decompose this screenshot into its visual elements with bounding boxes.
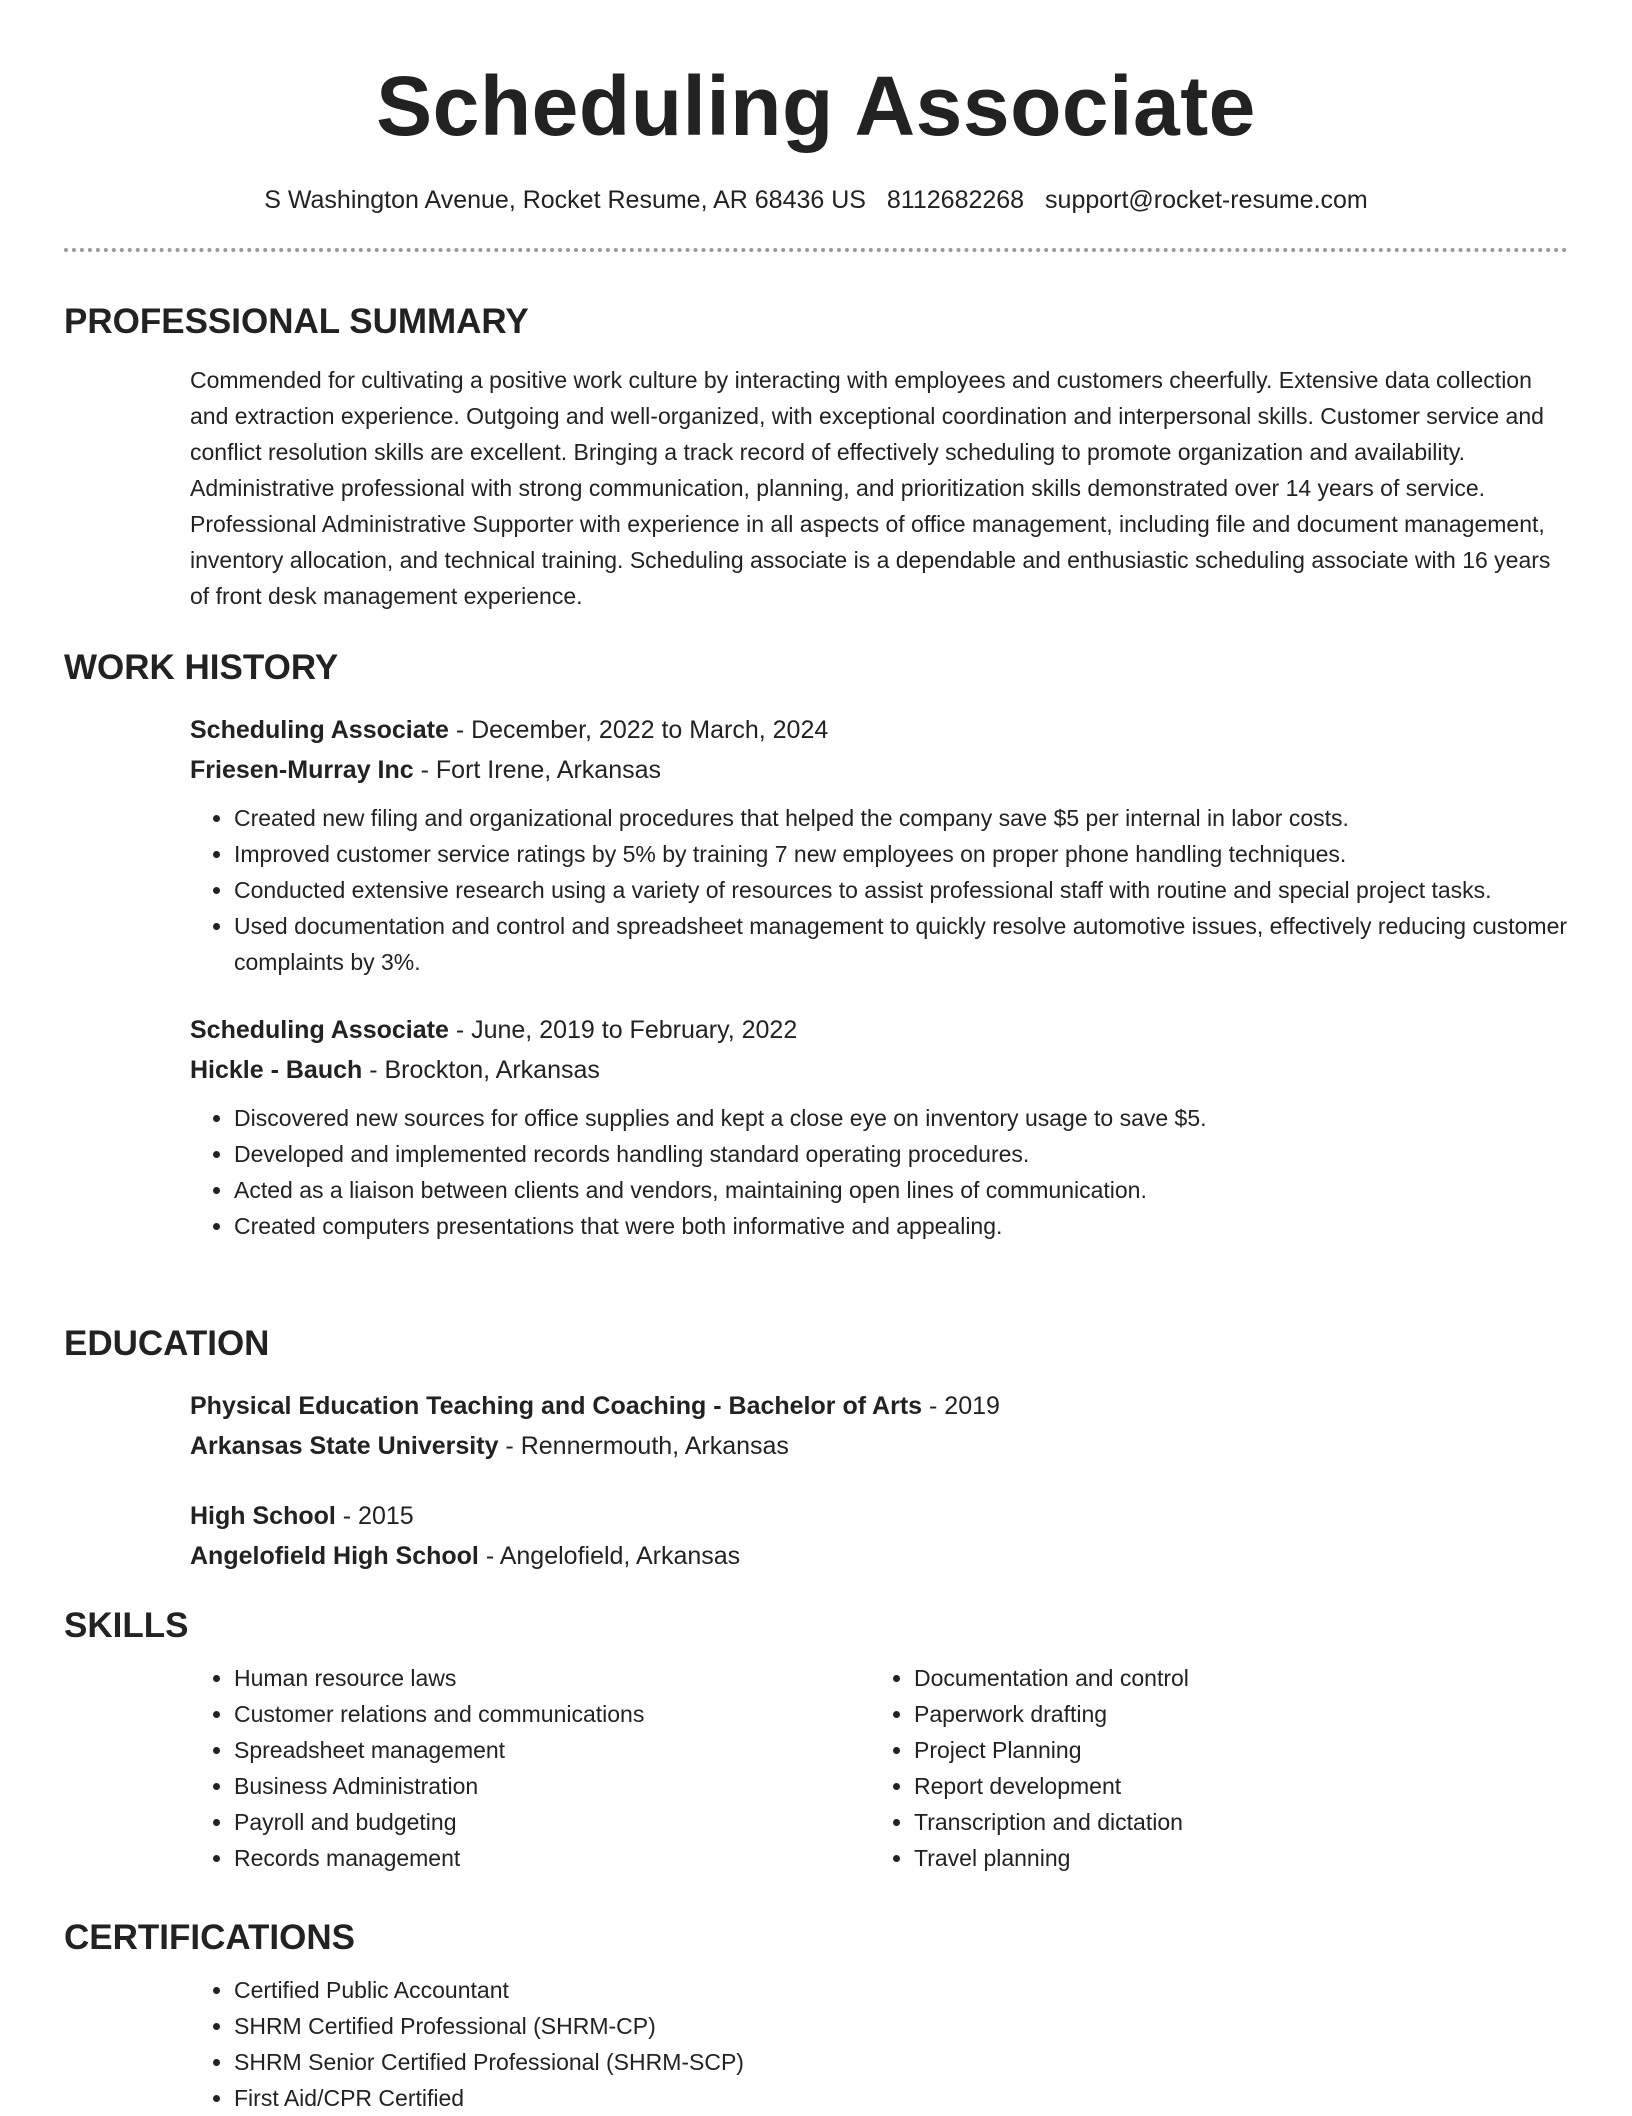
skills-body: [190, 1660, 1568, 1876]
list-item: • SHRM Certified Professional (SHRM-CP): [234, 2008, 1568, 2044]
school-line: [190, 1426, 1568, 1466]
degree-year: - 2015: [335, 1502, 414, 1530]
skills-list-left: [190, 1660, 870, 1876]
education-title: EDUCATION: [64, 1324, 270, 1363]
list-item: • Report development: [914, 1768, 1550, 1804]
skills-column-left: [190, 1660, 870, 1876]
certifications-title: CERTIFICATIONS: [64, 1918, 356, 1957]
list-item: • Improved customer service ratings by 5% by training 7 new employees on proper phone handling techniques.: [234, 836, 1568, 872]
list-item: • Acted as a liaison between clients and vendors, maintaining open lines of communication.: [234, 1172, 1568, 1208]
education-entry: [190, 1496, 1568, 1576]
certifications-list: [190, 1972, 1568, 2116]
list-item: • Documentation and control: [914, 1660, 1550, 1696]
degree-line: [190, 1386, 1568, 1426]
job-bullets: [190, 800, 1568, 980]
education-entry: [190, 1386, 1568, 1466]
job-entry: [190, 1010, 1568, 1244]
list-item: • Spreadsheet management: [234, 1732, 870, 1768]
list-item: • Certified Public Accountant: [234, 1972, 1568, 2008]
list-item: • Payroll and budgeting: [234, 1804, 870, 1840]
job-company-line: [190, 750, 1568, 790]
job-role: Scheduling Associate: [190, 716, 449, 744]
school-location: - Rennermouth, Arkansas: [498, 1432, 789, 1460]
list-item: • Travel planning: [914, 1840, 1550, 1876]
work-history-section: [64, 646, 1568, 1244]
work-history-body: [190, 710, 1568, 1244]
job-location: - Brockton, Arkansas: [362, 1056, 600, 1084]
list-item: • Records management: [234, 1840, 870, 1876]
school-name: Arkansas State University: [190, 1432, 499, 1460]
contact-phone: 8112682268: [886, 186, 1025, 214]
header-divider: [64, 248, 1568, 252]
list-item: • Discovered new sources for office supplies and kept a close eye on inventory usage to save $5.: [234, 1100, 1568, 1136]
degree-name: High School: [190, 1502, 336, 1530]
list-item: • Used documentation and control and spreadsheet management to quickly resolve automotive issues, effectively reducing customer complaints by 3%.: [234, 908, 1568, 980]
degree-year: - 2019: [922, 1392, 1000, 1420]
skills-title: SKILLS: [64, 1606, 189, 1645]
list-item: • Transcription and dictation: [914, 1804, 1550, 1840]
job-entry: [190, 710, 1568, 980]
contact-address: S Washington Avenue, Rocket Resume, AR 68436 US: [264, 186, 866, 214]
skills-list-right: [870, 1660, 1550, 1876]
list-item: • SHRM Senior Certified Professional (SHRM-SCP): [234, 2044, 1568, 2080]
list-item: • Human resource laws: [234, 1660, 870, 1696]
list-item: • First Aid/CPR Certified: [234, 2080, 1568, 2116]
list-item: • Paperwork drafting: [914, 1696, 1550, 1732]
spacer: [190, 1466, 1568, 1496]
list-item: • Created computers presentations that were both informative and appealing.: [234, 1208, 1568, 1244]
degree-name: Physical Education Teaching and Coaching - Bachelor of Arts: [190, 1392, 923, 1420]
school-line: [190, 1536, 1568, 1576]
list-item: • Customer relations and communications: [234, 1696, 870, 1732]
job-title-line: [190, 1010, 1568, 1050]
job-company: Hickle - Bauch: [190, 1056, 363, 1084]
certifications-section: [64, 1916, 1568, 2116]
summary-section: [64, 300, 1568, 614]
contact-email: support@rocket-resume.com: [1045, 186, 1368, 214]
list-item: • Developed and implemented records handling standard operating procedures.: [234, 1136, 1568, 1172]
school-location: - Angelofield, Arkansas: [478, 1542, 741, 1570]
job-company-line: [190, 1050, 1568, 1090]
summary-text: Commended for cultivating a positive work culture by interacting with employees and customers cheerfully. Extensive data collection and extraction experience. Outgoing and well-organized, with exceptional coordination and interpersonal skills. Customer service and conflict resolution skills are excellent. Bringing a track record of effectively scheduling to promote organization and availability. Administrative professional with strong communication, planning, and prioritization skills demonstrated over 14 years of service. Professional Administrative Supporter with experience in all aspects of office management, including file and document management, inventory allocation, and technical training. Scheduling associate is a dependable and enthusiastic scheduling associate with 16 years of front desk management experience.: [190, 367, 1551, 609]
school-name: Angelofield High School: [190, 1542, 479, 1570]
spacer: [190, 980, 1568, 1010]
skills-section: [64, 1604, 1568, 1876]
job-location: - Fort Irene, Arkansas: [413, 756, 662, 784]
resume-page: [64, 0, 1568, 2111]
list-item: • Created new filing and organizational procedures that helped the company save $5 per internal in labor costs.: [234, 800, 1568, 836]
candidate-name: Scheduling Associate: [376, 59, 1256, 153]
job-dates: - December, 2022 to March, 2024: [448, 716, 829, 744]
skills-column-right: [870, 1660, 1550, 1876]
job-bullets: [190, 1100, 1568, 1244]
job-company: Friesen-Murray Inc: [190, 756, 414, 784]
job-title-line: [190, 710, 1568, 750]
degree-line: [190, 1496, 1568, 1536]
list-item: • Conducted extensive research using a variety of resources to assist professional staff with routine and special project tasks.: [234, 872, 1568, 908]
certifications-body: [190, 1972, 1568, 2116]
job-dates: - June, 2019 to February, 2022: [448, 1016, 798, 1044]
education-body: [190, 1386, 1568, 1576]
summary-body: [190, 362, 1568, 614]
job-role: Scheduling Associate: [190, 1016, 449, 1044]
summary-title: PROFESSIONAL SUMMARY: [64, 302, 529, 341]
contact-line: [64, 184, 1568, 216]
list-item: • Project Planning: [914, 1732, 1550, 1768]
education-section: [64, 1322, 1568, 1576]
work-history-title: WORK HISTORY: [64, 648, 339, 687]
list-item: • Business Administration: [234, 1768, 870, 1804]
